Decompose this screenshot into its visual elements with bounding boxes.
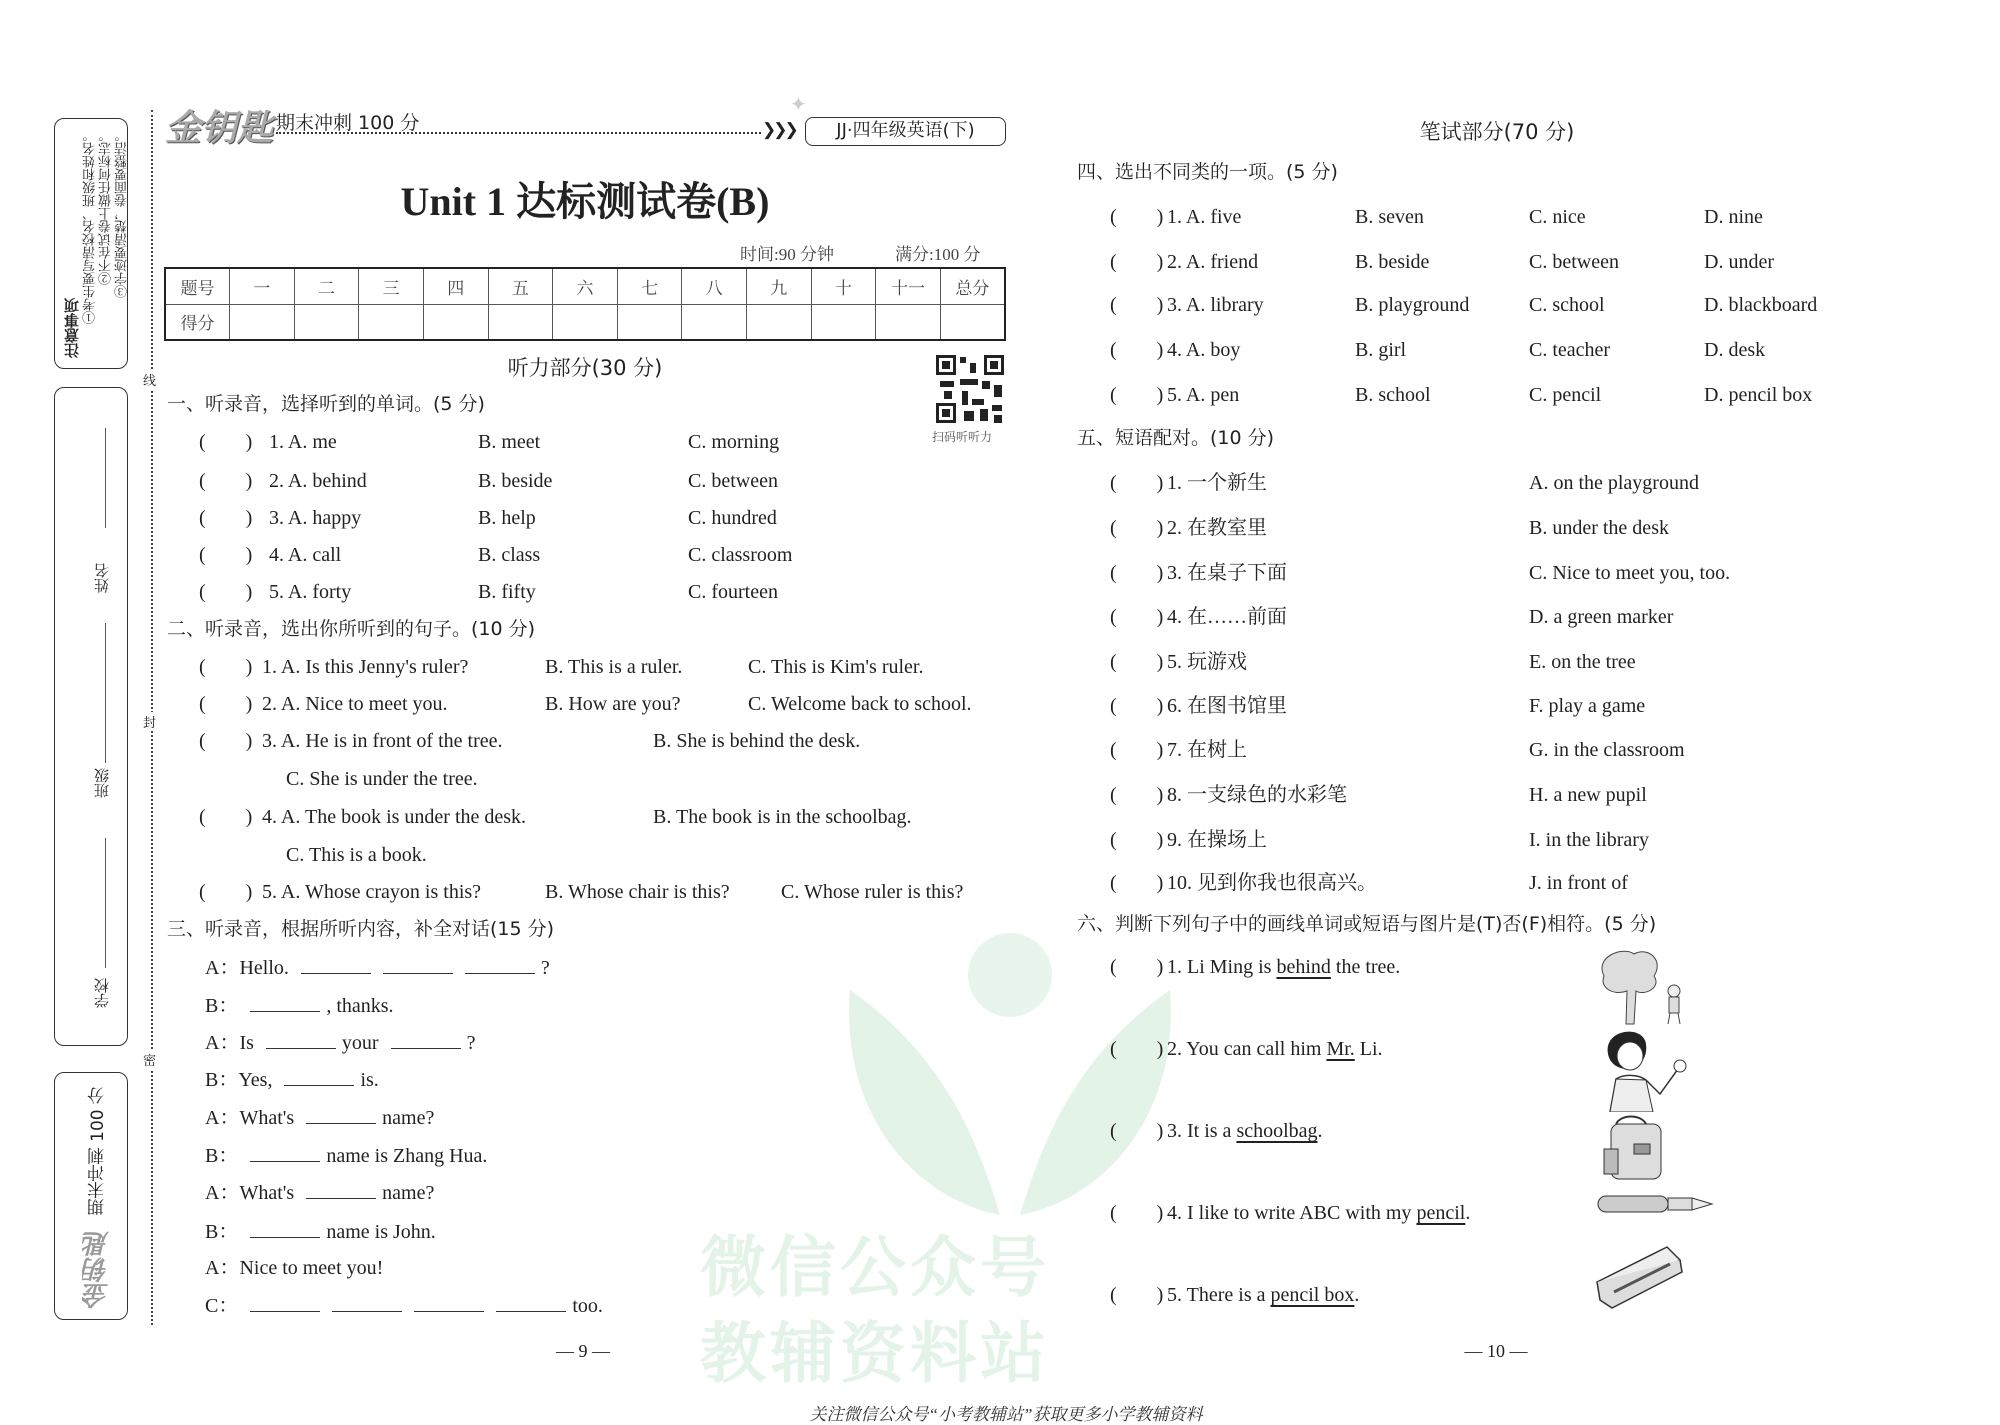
option-text: D. under	[1704, 251, 1774, 273]
option-text: B. meet	[478, 431, 541, 453]
dialogue-line	[205, 954, 556, 980]
score-table-header-cell: 十一	[876, 268, 941, 304]
dialogue-text: A：Hello.	[205, 957, 289, 979]
dialogue-line	[205, 1255, 389, 1281]
dialogue-text: your	[341, 1032, 379, 1054]
dialogue-text: B：Yes,	[205, 1069, 273, 1091]
dialogue-text: ?	[540, 957, 550, 979]
option-text: B. seven	[1355, 206, 1424, 228]
option-text: B. The book is in the schoolbag.	[653, 806, 912, 828]
option-text: C. She is under the tree.	[286, 768, 478, 790]
score-cell[interactable]	[811, 304, 876, 340]
score-table	[164, 267, 1006, 341]
school-label: 学校	[93, 978, 111, 1008]
score-table-header-cell: 七	[617, 268, 682, 304]
answer-blank[interactable]: ( )	[1110, 517, 1164, 539]
dialogue-text: B：	[205, 1221, 239, 1243]
answer-blank[interactable]: ( )	[199, 806, 253, 828]
score-cell[interactable]	[423, 304, 488, 340]
option-text: 2. A. friend	[1167, 251, 1259, 273]
answer-blank[interactable]: ( )	[1110, 251, 1164, 273]
fill-in-blank[interactable]	[391, 1029, 461, 1049]
grade-badge: JJ·四年级英语(下)	[805, 117, 1006, 146]
sparkle-icon: ✦	[790, 94, 807, 116]
option-text: C. Whose ruler is this?	[781, 881, 964, 903]
section-heading: 四、选出不同类的一项。(5 分)	[1077, 161, 1338, 183]
answer-blank[interactable]: ( )	[1110, 739, 1164, 761]
brand-text: 期末冲刺 100 分	[88, 1087, 108, 1216]
underlined-word: behind	[1276, 956, 1331, 978]
score-table-header-cell: 总分	[940, 268, 1005, 304]
fill-in-blank[interactable]	[383, 954, 453, 974]
fill-in-blank[interactable]	[250, 1142, 320, 1162]
match-item: I. in the library	[1529, 829, 1649, 851]
section-heading: 二、听录音，选出你所听到的句子。(10 分)	[167, 618, 536, 640]
sentence-text: the tree.	[1330, 956, 1401, 978]
option-text: 5. A. pen	[1167, 384, 1240, 406]
score-cell[interactable]	[359, 304, 424, 340]
fill-in-blank[interactable]	[284, 1066, 354, 1086]
pencil-box-picture	[1592, 1242, 1684, 1310]
option-text: 1. A. Is this Jenny's ruler?	[262, 656, 469, 678]
answer-blank[interactable]: ( )	[1110, 1202, 1164, 1224]
option-text: 3. A. He is in front of the tree.	[262, 730, 503, 752]
answer-blank[interactable]: ( )	[1110, 472, 1164, 494]
match-item: 9. 在操场上	[1167, 829, 1267, 851]
option-text: D. desk	[1704, 339, 1766, 361]
option-text: C. classroom	[688, 544, 793, 566]
underlined-word: schoolbag	[1236, 1120, 1318, 1142]
answer-blank[interactable]: ( )	[1110, 872, 1164, 894]
score-table-score-row	[165, 304, 1005, 340]
notice-item-3: ③字迹要清楚，卷面要整洁。	[115, 129, 130, 298]
dialogue-line	[205, 1142, 493, 1168]
fill-in-blank[interactable]	[465, 954, 535, 974]
underlined-word: pencil	[1416, 1202, 1466, 1224]
fill-in-blank[interactable]	[250, 1292, 320, 1312]
option-text: 1. A. five	[1167, 206, 1242, 228]
woman-teacher-picture	[1598, 1024, 1693, 1112]
brand-box	[54, 1072, 128, 1320]
score-table-header-row	[165, 268, 1005, 304]
option-text: C. This is a book.	[286, 844, 427, 866]
score-table-header-cell: 一	[230, 268, 295, 304]
seal-char: 密	[143, 1050, 156, 1069]
answer-blank[interactable]: ( )	[1110, 829, 1164, 851]
option-text: C. pencil	[1529, 384, 1602, 406]
dialogue-text: ?	[466, 1032, 476, 1054]
section-heading: 六、判断下列句子中的画线单词或短语与图片是(T)否(F)相符。(5 分)	[1077, 913, 1657, 935]
dialogue-line	[205, 992, 400, 1018]
match-item: 10. 见到你我也很高兴。	[1167, 872, 1377, 894]
match-item: C. Nice to meet you, too.	[1529, 562, 1731, 584]
dialogue-text: name is John.	[326, 1221, 436, 1243]
name-field[interactable]	[105, 623, 106, 763]
dialogue-text: is.	[360, 1069, 379, 1091]
option-text: C. nice	[1529, 206, 1586, 228]
schoolbag-picture	[1596, 1114, 1676, 1182]
notice-item-2: ②不在试卷上做任何标志。	[99, 129, 114, 285]
score-table-header-cell: 四	[423, 268, 488, 304]
option-text: D. pencil box	[1704, 384, 1813, 406]
option-text: C. teacher	[1529, 339, 1611, 361]
option-text: C. between	[1529, 251, 1619, 273]
notice-box	[54, 118, 128, 369]
option-text: B. Whose chair is this?	[545, 881, 730, 903]
name-label: 姓名	[93, 563, 111, 593]
match-item: D. a green marker	[1529, 606, 1674, 628]
option-text: C. Welcome back to school.	[748, 693, 972, 715]
judgement-sentence	[1167, 1118, 1323, 1144]
dialogue-line	[205, 1029, 481, 1055]
score-table-header-cell: 五	[488, 268, 553, 304]
match-item: A. on the playground	[1529, 472, 1699, 494]
match-item: J. in front of	[1529, 872, 1628, 894]
answer-blank[interactable]: ( )	[1110, 294, 1164, 316]
answer-blank[interactable]: ( )	[199, 470, 253, 492]
match-item: 2. 在教室里	[1167, 517, 1267, 539]
match-item: 8. 一支绿色的水彩笔	[1167, 784, 1347, 806]
option-text: 5. A. Whose crayon is this?	[262, 881, 482, 903]
match-item: H. a new pupil	[1529, 784, 1647, 806]
writing-section-title: 笔试部分(70 分)	[1419, 120, 1575, 144]
sentence-text: .	[1317, 1120, 1323, 1142]
score-cell[interactable]	[746, 304, 811, 340]
qr-label: 扫码听听力	[932, 430, 993, 444]
answer-blank[interactable]: ( )	[1110, 1120, 1164, 1142]
dialogue-text: too.	[572, 1295, 603, 1317]
option-text: C. fourteen	[688, 581, 778, 603]
option-text: C. This is Kim's ruler.	[748, 656, 924, 678]
fill-in-blank[interactable]	[250, 1218, 320, 1238]
sentence-text: 4. I like to write ABC with my	[1167, 1202, 1417, 1224]
dialogue-text: , thanks.	[326, 995, 394, 1017]
sentence-text: 3. It is a	[1167, 1120, 1237, 1142]
match-item: 3. 在桌子下面	[1167, 562, 1287, 584]
fountain-pen-picture	[1596, 1192, 1714, 1220]
dialogue-text: B：	[205, 995, 239, 1017]
option-text: 3. A. library	[1167, 294, 1264, 316]
dialogue-line	[205, 1218, 442, 1244]
answer-blank[interactable]: ( )	[199, 656, 253, 678]
answer-blank[interactable]: ( )	[1110, 695, 1164, 717]
watermark-line1: 微信公众号	[700, 1229, 1050, 1306]
brand-logo: 金钥匙	[83, 1231, 113, 1309]
fill-in-blank[interactable]	[414, 1292, 484, 1312]
seal-char: 线	[143, 370, 156, 389]
option-text: D. nine	[1704, 206, 1763, 228]
fill-in-blank[interactable]	[496, 1292, 566, 1312]
fill-in-blank[interactable]	[306, 1104, 376, 1124]
match-item: F. play a game	[1529, 695, 1646, 717]
option-text: B. girl	[1355, 339, 1407, 361]
sentence-text: 1. Li Ming is	[1167, 956, 1277, 978]
score-cell[interactable]	[230, 304, 295, 340]
notice-item-1: ①考生要写清校名、班级和姓名。	[83, 129, 98, 324]
dialogue-text: name?	[382, 1107, 435, 1129]
match-item: B. under the desk	[1529, 517, 1669, 539]
option-text: B. school	[1355, 384, 1431, 406]
score-table-header-cell: 三	[359, 268, 424, 304]
option-text: 4. A. The book is under the desk.	[262, 806, 527, 828]
answer-blank[interactable]: ( )	[199, 544, 253, 566]
score-row-label: 得分	[165, 304, 230, 340]
dialogue-line	[205, 1179, 440, 1205]
section-heading: 五、短语配对。(10 分)	[1077, 427, 1275, 449]
score-table-header-cell: 题号	[165, 268, 230, 304]
tree-and-boy-picture	[1594, 946, 1694, 1028]
answer-blank[interactable]: ( )	[1110, 784, 1164, 806]
notice-title: 注意事项	[63, 298, 81, 358]
answer-blank[interactable]: ( )	[199, 881, 253, 903]
match-item: 5. 玩游戏	[1167, 651, 1247, 673]
fill-in-blank[interactable]	[266, 1029, 336, 1049]
match-item: G. in the classroom	[1529, 739, 1685, 761]
class-field[interactable]	[105, 838, 106, 968]
dialogue-text: A：Nice to meet you!	[205, 1257, 384, 1279]
option-text: C. hundred	[688, 507, 777, 529]
answer-blank[interactable]: ( )	[1110, 606, 1164, 628]
option-text: C. school	[1529, 294, 1605, 316]
header-arrows-icon: ❯❯❯	[762, 120, 796, 139]
judgement-sentence	[1167, 954, 1400, 980]
option-text: B. help	[478, 507, 536, 529]
class-label: 班级	[93, 768, 111, 798]
score-table-header-cell: 九	[746, 268, 811, 304]
option-text: B. fifty	[478, 581, 536, 603]
answer-blank[interactable]: ( )	[1110, 339, 1164, 361]
answer-blank[interactable]: ( )	[1110, 206, 1164, 228]
score-table-header-cell: 二	[294, 268, 359, 304]
score-cell[interactable]	[617, 304, 682, 340]
option-text: B. This is a ruler.	[545, 656, 683, 678]
dialogue-text: B：	[205, 1145, 239, 1167]
match-item: E. on the tree	[1529, 651, 1636, 673]
score-cell[interactable]	[682, 304, 747, 340]
sentence-text: 2. You can call him	[1167, 1038, 1327, 1060]
dialogue-text: name?	[382, 1182, 435, 1204]
option-text: B. playground	[1355, 294, 1470, 316]
score-cell[interactable]	[940, 304, 1005, 340]
match-item: 1. 一个新生	[1167, 472, 1267, 494]
sentence-text: .	[1354, 1284, 1360, 1306]
option-text: 4. A. boy	[1167, 339, 1241, 361]
answer-blank[interactable]: ( )	[1110, 651, 1164, 673]
underlined-word: pencil box	[1270, 1284, 1355, 1306]
option-text: 2. A. Nice to meet you.	[262, 693, 448, 715]
option-text: B. She is behind the desk.	[653, 730, 861, 752]
dialogue-text: A：What's	[205, 1107, 295, 1129]
match-item: 4. 在……前面	[1167, 606, 1287, 628]
full-score: 满分:100 分	[895, 245, 981, 264]
score-cell[interactable]	[876, 304, 941, 340]
option-text: 4. A. call	[269, 544, 342, 566]
option-text: B. beside	[478, 470, 553, 492]
exam-time: 时间:90 分钟	[740, 245, 834, 264]
option-text: 5. A. forty	[269, 581, 352, 603]
option-text: B. class	[478, 544, 541, 566]
option-text: 1. A. me	[269, 431, 337, 453]
page-title: Unit 1 达标测试卷(B)	[400, 179, 770, 224]
answer-blank[interactable]: ( )	[199, 507, 253, 529]
option-text: D. blackboard	[1704, 294, 1818, 316]
option-text: 3. A. happy	[269, 507, 362, 529]
answer-blank[interactable]: ( )	[1110, 956, 1164, 978]
page-number-left: — 9 —	[556, 1341, 610, 1361]
underlined-word: Mr.	[1326, 1038, 1355, 1060]
answer-blank[interactable]: ( )	[1110, 1038, 1164, 1060]
option-text: B. beside	[1355, 251, 1430, 273]
answer-blank[interactable]: ( )	[1110, 384, 1164, 406]
sentence-text: 5. There is a	[1167, 1284, 1271, 1306]
fill-in-blank[interactable]	[250, 992, 320, 1012]
fill-in-blank[interactable]	[332, 1292, 402, 1312]
header-logo: 金钥匙	[165, 108, 274, 149]
option-text: 2. A. behind	[269, 470, 367, 492]
fill-in-blank[interactable]	[306, 1179, 376, 1199]
judgement-sentence	[1167, 1200, 1470, 1226]
score-table-header-cell: 六	[553, 268, 618, 304]
score-cell[interactable]	[294, 304, 359, 340]
judgement-sentence	[1167, 1036, 1383, 1062]
answer-blank[interactable]: ( )	[199, 693, 253, 715]
dialogue-text: A：What's	[205, 1182, 295, 1204]
judgement-sentence	[1167, 1282, 1359, 1308]
score-cell[interactable]	[488, 304, 553, 340]
answer-blank[interactable]: ( )	[199, 581, 253, 603]
footer-note: 关注微信公众号“小考教辅站”获取更多小学教辅资料	[809, 1405, 1203, 1424]
answer-blank[interactable]: ( )	[1110, 1284, 1164, 1306]
header-series: 期末冲刺 100 分	[276, 112, 420, 134]
listening-section-title: 听力部分(30 分)	[507, 356, 663, 380]
fill-in-blank[interactable]	[301, 954, 371, 974]
option-text: B. How are you?	[545, 693, 681, 715]
score-cell[interactable]	[553, 304, 618, 340]
watermark-line2: 教辅资料站	[700, 1315, 1050, 1392]
match-item: 6. 在图书馆里	[1167, 695, 1287, 717]
dialogue-line	[205, 1104, 440, 1130]
sentence-text: Li.	[1354, 1038, 1383, 1060]
option-text: C. morning	[688, 431, 780, 453]
page-number-right: — 10 —	[1464, 1341, 1528, 1361]
seal-char: 封	[143, 712, 156, 731]
dialogue-line	[205, 1066, 385, 1092]
qr-code-icon[interactable]	[936, 355, 1004, 423]
dialogue-line	[205, 1292, 609, 1318]
section-heading: 三、听录音，根据所听内容，补全对话(15 分)	[167, 918, 555, 940]
answer-blank[interactable]: ( )	[199, 431, 253, 453]
section-heading: 一、听录音，选择听到的单词。(5 分)	[167, 393, 485, 415]
option-text: C. between	[688, 470, 778, 492]
answer-blank[interactable]: ( )	[1110, 562, 1164, 584]
dialogue-text: A：Is	[205, 1032, 254, 1054]
student-info-box	[54, 387, 128, 1046]
match-item: 7. 在树上	[1167, 739, 1247, 761]
answer-blank[interactable]: ( )	[199, 730, 253, 752]
score-table-header-cell: 八	[682, 268, 747, 304]
dialogue-text: name is Zhang Hua.	[326, 1145, 488, 1167]
score-table-header-cell: 十	[811, 268, 876, 304]
sentence-text: .	[1465, 1202, 1471, 1224]
header-dotted-rule	[276, 132, 761, 134]
dialogue-text: C：	[205, 1295, 239, 1317]
